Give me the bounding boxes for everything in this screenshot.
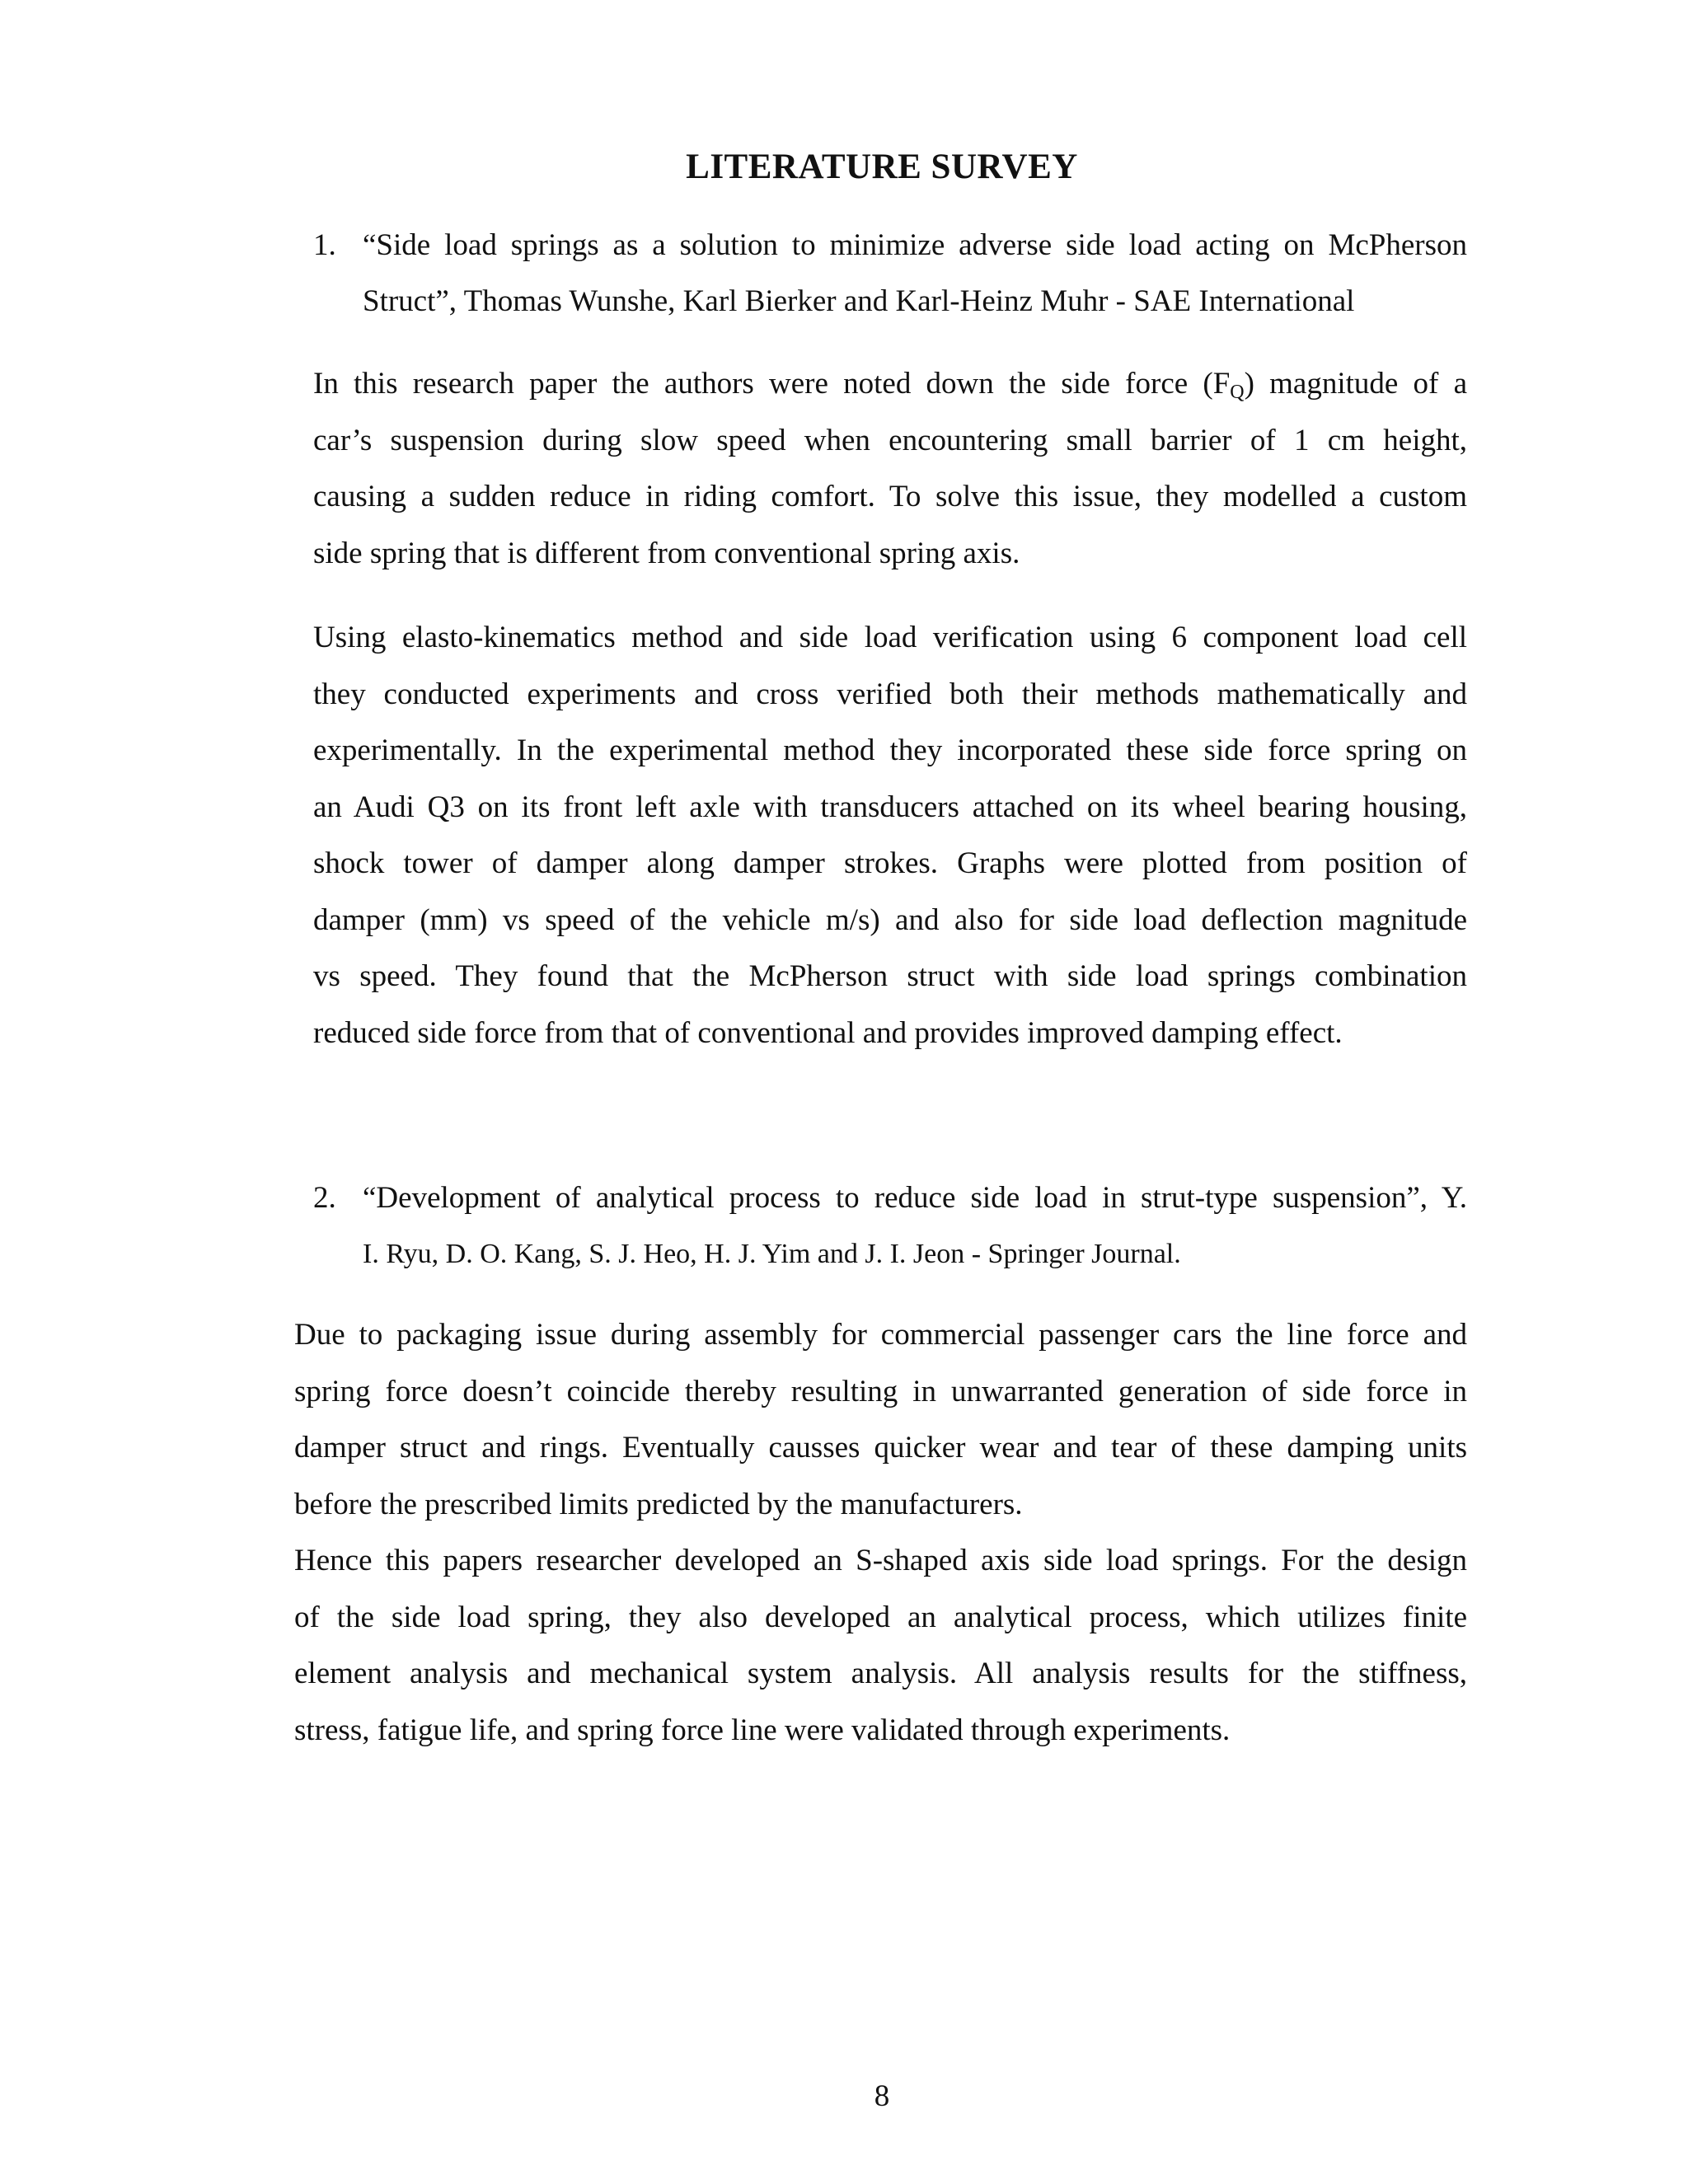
paragraph-2-line-5: shock tower of damper along damper strokes. Graphs were plotted from position of: [313, 846, 1467, 880]
reference-1-line-1: “Side load springs as a solution to minimize adverse side load acting on McPherson: [363, 228, 1467, 262]
reference-1-line-2: Struct”, Thomas Wunshe, Karl Bierker and Karl-Heinz Muhr - SAE International: [363, 284, 1355, 318]
paragraph-1-line-4: side spring that is different from conventional spring axis.: [313, 536, 1020, 570]
paragraph-2-line-4: an Audi Q3 on its front left axle with transducers attached on its wheel bearing housing,: [313, 790, 1467, 824]
paragraph-3-line-1: Due to packaging issue during assembly for commercial passenger cars the line force and: [294, 1318, 1467, 1352]
paragraph-4-line-2: of the side load spring, they also developed an analytical process, which utilizes finite: [294, 1600, 1467, 1634]
paragraph-2-line-1: Using elasto-kinematics method and side load verification using 6 component load cell: [313, 621, 1467, 654]
reference-1-number: 1.: [313, 228, 336, 262]
paragraph-3-line-4: before the prescribed limits predicted by the manufacturers.: [294, 1487, 1023, 1521]
paragraph-4-line-1: Hence this papers researcher developed an S-shaped axis side load springs. For the design: [294, 1544, 1467, 1577]
paragraph-3-line-2: spring force doesn’t coincide thereby resulting in unwarranted generation of side force in: [294, 1374, 1467, 1408]
paragraph-1-line-1: [313, 356, 1467, 413]
paragraph-2-line-2: they conducted experiments and cross verified both their methods mathematically and: [313, 677, 1467, 711]
paragraph-2-line-7: vs speed. They found that the McPherson struct with side load springs combination: [313, 959, 1467, 993]
paragraph-3: [294, 1307, 1467, 1533]
paragraph-2-line-3: experimentally. In the experimental method they incorporated these side force spring on: [313, 733, 1467, 767]
paragraph-4: [294, 1533, 1467, 1759]
reference-2-number: 2.: [313, 1181, 336, 1215]
paragraph-1: [313, 356, 1467, 582]
page-title: LITERATURE SURVEY: [686, 148, 1078, 186]
paragraph-4-line-3: element analysis and mechanical system analysis. All analysis results for the stiffness,: [294, 1657, 1467, 1690]
reference-1: [313, 218, 1467, 330]
paragraph-3-line-3: damper struct and rings. Eventually causses quicker wear and tear of these damping units: [294, 1431, 1467, 1465]
reference-2-line-2: I. Ryu, D. O. Kang, S. J. Heo, H. J. Yim and J. I. Jeon - Springer Journal.: [363, 1239, 1181, 1269]
paragraph-2-line-6: damper (mm) vs speed of the vehicle m/s) and also for side load deflection magnitude: [313, 902, 1467, 937]
force-subscript: Q: [1230, 382, 1245, 403]
reference-2-line-1: “Development of analytical process to reduce side load in strut-type suspension”, Y.: [363, 1181, 1467, 1215]
paragraph-1-line-1-end: ) magnitude of a: [1244, 367, 1467, 401]
paragraph-1-line-3: causing a sudden reduce in riding comfort. To solve this issue, they modelled a custom: [313, 480, 1467, 513]
paragraph-2-line-8: reduced side force from that of conventional and provides improved damping effect.: [313, 1015, 1343, 1050]
paragraph-1-line-2: car’s suspension during slow speed when encountering small barrier of 1 cm height,: [313, 423, 1467, 457]
paragraph-2: [313, 610, 1467, 1062]
page-number: 8: [874, 2079, 890, 2113]
reference-2: [313, 1170, 1467, 1282]
paragraph-1-line-1-start: In this research paper the authors were noted down the side force (F: [313, 367, 1231, 401]
paragraph-4-line-4: stress, fatigue life, and spring force line were validated through experiments.: [294, 1713, 1231, 1747]
